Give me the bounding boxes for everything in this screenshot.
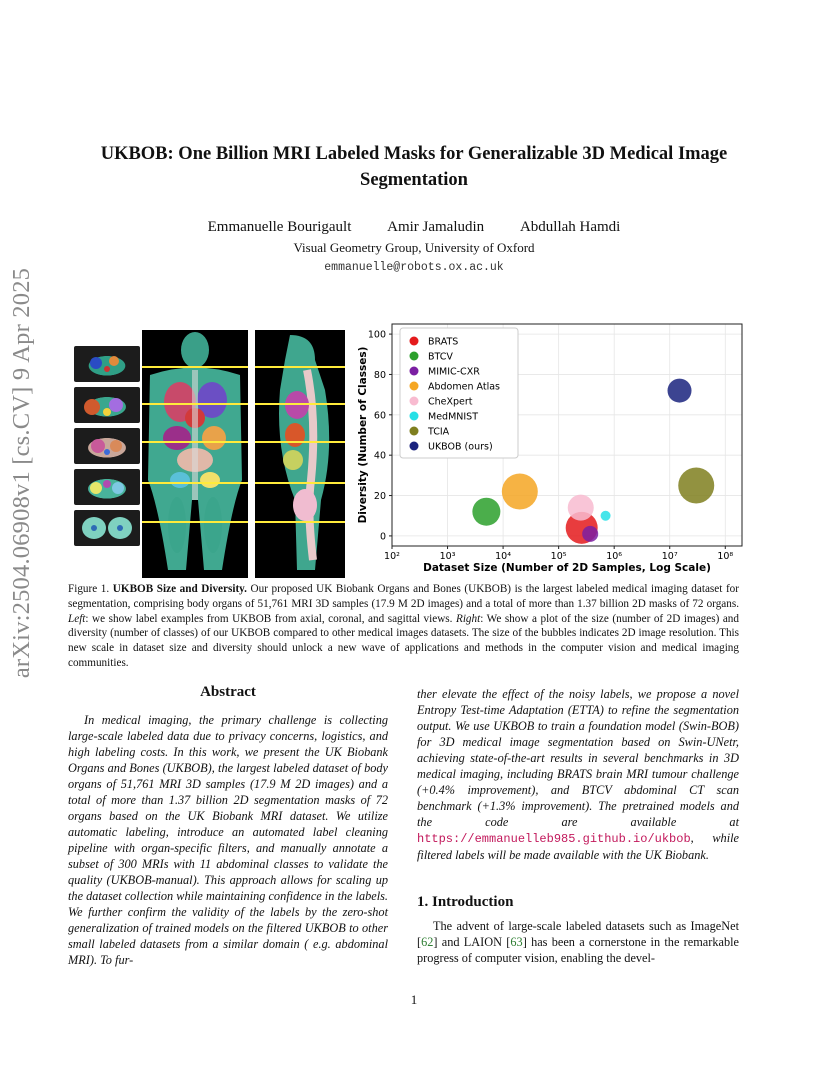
legend-marker xyxy=(410,442,419,451)
caption-left: Left xyxy=(68,612,86,625)
axial-slice-2 xyxy=(74,387,140,423)
intro-text-2: ] and LAION [ xyxy=(433,935,511,949)
legend-marker xyxy=(410,412,419,421)
arxiv-stamp: arXiv:2504.06908v1 [cs.CV] 9 Apr 2025 xyxy=(8,267,35,679)
y-tick-label: 0 xyxy=(379,531,386,543)
citation-link[interactable]: 63 xyxy=(510,935,523,949)
y-axis-label: Diversity (Number of Classes) xyxy=(357,346,369,524)
abstract-right-column xyxy=(417,686,739,863)
intro-text-1: The advent of large-scale labeled datasets such as ImageNet [ xyxy=(417,919,739,949)
legend-label: MedMNIST xyxy=(428,411,479,423)
author-2: Amir Jamaludin xyxy=(387,219,485,235)
x-tick-label: 10⁷ xyxy=(661,551,678,562)
legend-label: TCIA xyxy=(428,426,450,438)
legend-marker xyxy=(410,337,419,346)
axial-slice-5 xyxy=(74,510,140,546)
legend-marker xyxy=(410,427,419,436)
legend-label: CheXpert xyxy=(428,396,473,408)
figure-caption xyxy=(68,582,739,671)
caption-text-3: : We show a plot of the size (number of 2D images) and diversity (number of classes) of our UKBOB compared to other medical images datasets. The size of the bubbles indicates 2D image resolution. This new scale in dataset size and diversity should unlock a new wave of applications and methods in the computer vision and medical imaging communities. xyxy=(68,612,739,669)
bubble-abdomen-atlas xyxy=(502,474,538,510)
author-list xyxy=(0,219,828,236)
axial-slice-1 xyxy=(74,346,140,382)
x-tick-label: 10⁸ xyxy=(717,551,734,562)
caption-right: Right xyxy=(455,612,481,625)
bubble-ukbob-ours- xyxy=(668,379,692,403)
legend-marker xyxy=(410,352,419,361)
page-number: 1 xyxy=(410,992,418,1007)
x-tick-label: 10⁶ xyxy=(606,551,623,562)
bubble-medmnist xyxy=(601,511,611,521)
project-link[interactable]: https://emmanuelleb985.github.io/ukbob xyxy=(417,832,691,846)
legend-label: Abdomen Atlas xyxy=(428,381,500,393)
abstract-left-column: In medical imaging, the primary challenge is collecting large-scale labeled data due to privacy concerns, logistics, and high labeling costs. In this work, we present the UK Biobank Organs and Bones (UKBOB), the largest labeled dataset of body organs of 51,761 MRI 3D samples (17.9 M 2D images) and a total of more than 1.37 billion 2D segmentation masks of 72 organs based on the UK Biobank MRI dataset. We utilize automatic labeling, introduce an automated label cleaning pipeline with organ-specific filters, and manually annotate a subset of 300 MRIs with 11 abdominal classes to validate the quality (UKBOB-manual). This approach allows for scaling up the dataset collection while maintaining confidence in the labels. We further confirm the validity of the labels by the zero-shot generalization of trained models on the filtered UKBOB to other small labeled datasets from a similar domain ( e.g. abdominal MRI). To fur- xyxy=(68,713,388,967)
abstract-heading: Abstract xyxy=(200,684,256,700)
caption-bold: UKBOB Size and Diversity. xyxy=(112,583,247,595)
y-tick-label: 40 xyxy=(373,450,386,462)
legend-label: MIMIC-CXR xyxy=(428,366,480,378)
bubble-chexpert xyxy=(568,495,594,521)
coronal-view xyxy=(142,330,248,578)
email: emmanuelle@robots.ox.ac.uk xyxy=(324,261,504,274)
legend-marker xyxy=(410,382,419,391)
bubble-chart xyxy=(352,322,747,577)
x-tick-label: 10⁵ xyxy=(550,551,567,562)
intro-text-3: ] has been a cornerstone in the remarkable progress of computer vision, enabling the devel- xyxy=(417,935,739,965)
legend-label: UKBOB (ours) xyxy=(428,441,493,453)
y-tick-label: 20 xyxy=(373,491,386,503)
y-tick-label: 60 xyxy=(373,410,386,422)
section-heading-introduction: 1. Introduction xyxy=(417,894,514,910)
x-tick-label: 10³ xyxy=(439,551,456,562)
author-1: Emmanuelle Bourigault xyxy=(207,219,352,235)
legend-marker xyxy=(410,367,419,376)
abstract-right-text: ther elevate the effect of the noisy labels, we propose a novel Entropy Test-time Adaptation (ETTA) to refine the segmentation output. We use UKBOB to train a foundation model (Swin-BOB) for 3D medical image segmentation based on Swin-UNetr, achieving state-of-the-art results in several benchmarks in 3D medical imaging, including BRATS brain MRI tumour challenge (+0.4% improvement), and BTCV abdominal CT scan benchmark (+1.3% improvement). The pretrained models and the code are available at xyxy=(417,687,739,829)
caption-text-1: Our proposed UK Biobank Organs and Bones (UKBOB) is the largest labeled medical imaging dataset for segmentation, comprising body organs of 51,761 MRI 3D samples (17.9 M 2D images) and a total of more than 1.37 billion 2D masks of 72 organs. xyxy=(68,583,739,610)
bubble-tcia xyxy=(678,467,714,503)
citation-link[interactable]: 62 xyxy=(421,935,434,949)
caption-label: Figure 1. xyxy=(68,583,110,595)
legend-marker xyxy=(410,397,419,406)
abstract-right-text-end: , while filtered labels will be made available with the UK Biobank. xyxy=(417,831,739,862)
y-tick-label: 100 xyxy=(367,329,386,341)
legend-label: BTCV xyxy=(428,351,453,363)
axial-slice-4 xyxy=(74,469,140,505)
affiliation: Visual Geometry Group, University of Oxford xyxy=(293,240,535,255)
bubble-btcv xyxy=(472,498,500,526)
x-tick-label: 10⁴ xyxy=(495,551,512,562)
paper-title: UKBOB: One Billion MRI Labeled Masks for Generalizable 3D Medical Image Segmentation xyxy=(100,144,728,190)
introduction-paragraph xyxy=(417,918,739,966)
caption-text-2: : we show label examples from UKBOB from axial, coronal, and sagittal views. xyxy=(85,612,456,625)
legend-box xyxy=(400,328,518,458)
x-axis-label: Dataset Size (Number of 2D Samples, Log Scale) xyxy=(423,562,711,574)
bubble-mimic-cxr xyxy=(582,526,598,542)
legend-label: BRATS xyxy=(428,336,459,348)
sagittal-view xyxy=(255,330,345,578)
y-tick-label: 80 xyxy=(373,369,386,381)
author-3: Abdullah Hamdi xyxy=(519,219,621,235)
axial-slice-3 xyxy=(74,428,140,464)
x-tick-label: 10² xyxy=(384,551,400,562)
